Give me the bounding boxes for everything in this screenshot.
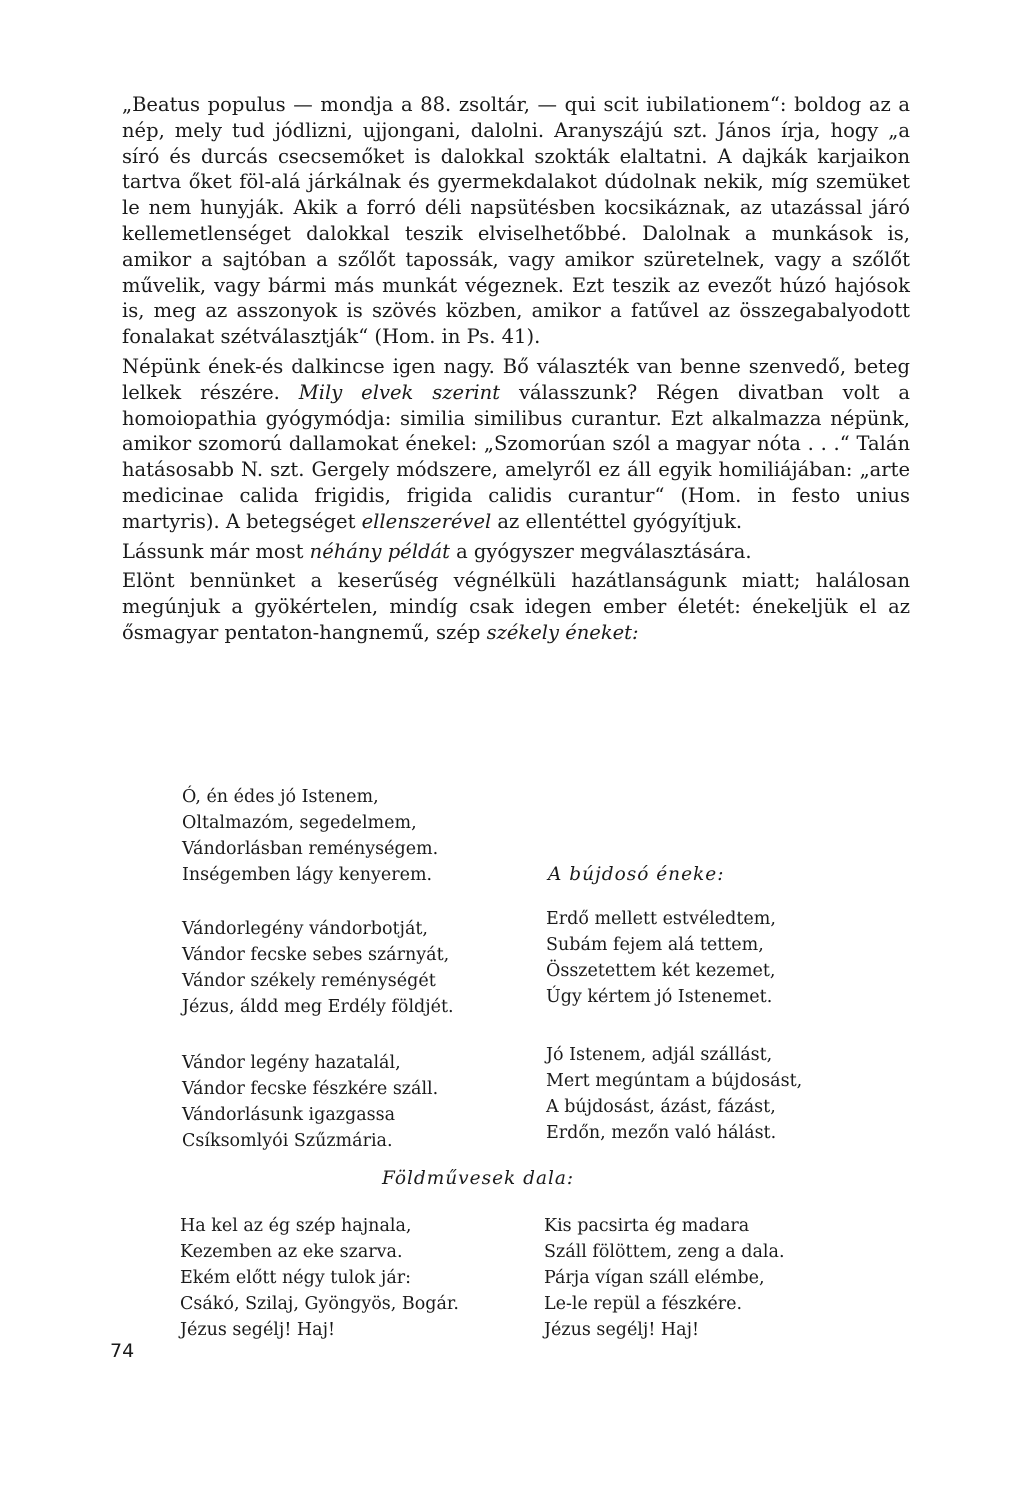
poem-line: Összetettem két kezemet, [546,961,776,981]
poem-foldmuvesek-left [180,1213,459,1343]
poem-bujdoso-stanza-2 [546,1042,802,1146]
poem-line: Erdő mellett estvéledtem, [546,909,776,929]
poem-line: Csákó, Szilaj, Gyöngyös, Bogár. [180,1294,459,1314]
poem-line: A bújdosást, ázást, fázást, [546,1097,776,1117]
poem-line: Párja vígan száll elémbe, [544,1268,765,1288]
poem-line: Jó Istenem, adjál szállást, [546,1045,773,1065]
poem-line: Vándor fecske fészkére száll. [182,1079,439,1099]
poem-line: Oltalmazóm, segedelmem, [182,813,417,833]
poem-line: Erdőn, mezőn való hálást. [546,1123,777,1143]
poem-bujdoso-stanza-1 [546,906,802,1010]
poem-line: Jézus segélj! Haj! [544,1320,700,1340]
poem-line: Subám fejem alá tettem, [546,935,764,955]
paragraph-3-text-b: a gyógyszer megválasztására. [449,539,752,563]
poem-line: Ekém előtt négy tulok jár: [180,1268,412,1288]
poem-line: Vándorlásunk igazgassa [182,1105,396,1125]
poem-line: Ó, én édes jó Istenem, [182,787,379,807]
poem-line: Vándor székely reménységét [182,971,436,991]
paragraph-3-emphasis: néhány példát [309,539,450,563]
poem-line: Jézus, áldd meg Erdély földjét. [182,997,454,1017]
poem-line: Úgy kértem jó Istenemet. [546,987,773,1007]
poem-line: Mert megúntam a bújdosást, [546,1071,803,1091]
paragraph-4-text-a: Elönt bennünket a keserűség végnélküli hazátlanságunk miatt; halálosan megúnjuk a gyökértelen, mindíg csak idegen ember életét: énekeljük el az ősmagyar pentaton-hangnemű, szép [122,569,910,644]
poem-line: Inségemben lágy kenyerem. [182,865,433,885]
poem-szekely [182,784,454,1180]
poem-bujdoso-title: A bújdosó éneke: [548,864,725,885]
poem-szekely-stanza-1 [182,784,454,888]
paragraph-2-text-b: válasszunk? Régen divatban volt a homoiopathia gyógymódja: similia similibus curantur. Ezt alkalmazza népünk, amikor szomorú dallamokat énekel: „Szomorúan szól a magyar nóta . . .“ Talán hatásosabb N. szt. Gergely módszere, amelyről ez áll egyik homiliájában: „arte medicinae calida frigidis, frigida calidis curantur“ (Hom. in festo unius martyris). A betegséget [122,380,911,533]
poem-line: Ha kel az ég szép hajnala, [180,1216,412,1236]
prose-body [122,92,910,646]
poem-szekely-stanza-2 [182,916,454,1020]
poem-foldmuvesek-title: Földművesek dala: [382,1168,575,1189]
poem-bujdoso [546,906,802,1172]
poem-line: Csíksomlyói Szűzmária. [182,1131,393,1151]
paragraph-3-text-a: Lássunk már most [122,539,310,563]
poem-line: Száll fölöttem, zeng a dala. [544,1242,785,1262]
page-number: 74 [110,1340,135,1362]
paragraph-2-emphasis-1: Mily elvek szerint [298,380,501,404]
poem-line: Vándorlásban reménységem. [182,839,439,859]
poem-line: Kis pacsirta ég madara [544,1216,750,1236]
poem-szekely-stanza-3 [182,1050,454,1154]
poem-line: Le-le repül a fészkére. [544,1294,743,1314]
poem-foldmuvesek-right [544,1213,785,1343]
poem-line: Jézus segélj! Haj! [180,1320,336,1340]
paragraph-4-emphasis: székely éneket: [486,620,639,644]
poem-line: Kezemben az eke szarva. [180,1242,403,1262]
poem-line: Vándor fecske sebes szárnyát, [182,945,450,965]
paragraph-2-text-a: Népünk ének-és dalkincse igen nagy. Bő választék van benne szenvedő, beteg lelkek részére. [122,354,910,404]
paragraph-4 [122,568,910,645]
paragraph-2 [122,354,910,535]
poem-line: Vándor legény hazatalál, [182,1053,401,1073]
paragraph-3 [122,539,910,565]
poem-line: Vándorlegény vándorbotját, [182,919,428,939]
paragraph-2-text-c: az ellentéttel gyógyítjuk. [491,509,743,533]
paragraph-1: „Beatus populus — mondja a 88. zsoltár, — qui scit iubilationem“: boldog az a nép, mely tud jódlizni, ujjongani, dalolni. Aranyszájú szt. János írja, hogy „a síró és durcás csecsemőket is dalokkal szokták elaltatni. A dajkák karjaikon tartva őket föl-alá járkálnak és gyermekdalakot dúdolnak nekik, míg szemüket le nem hunyják. Akik a forró déli napsütésben kocsikáznak, az utazással járó kellemetlenséget dalokkal teszik elviselhetőbbé. Dalolnak a munkások is, amikor a sajtóban a szőlőt tapossák, vagy amikor szüretelnek, vagy a szőlőt művelik, vagy bármi más munkát végeznek. Ezt teszik az evezőt húzó hajósok is, meg az asszonyok is szövés közben, amikor a fatűvel az összegabalyodott fonalakat szétválasztják“ (Hom. in Ps. 41). [122,93,910,349]
paragraph-2-emphasis-2: ellenszerével [361,509,492,533]
